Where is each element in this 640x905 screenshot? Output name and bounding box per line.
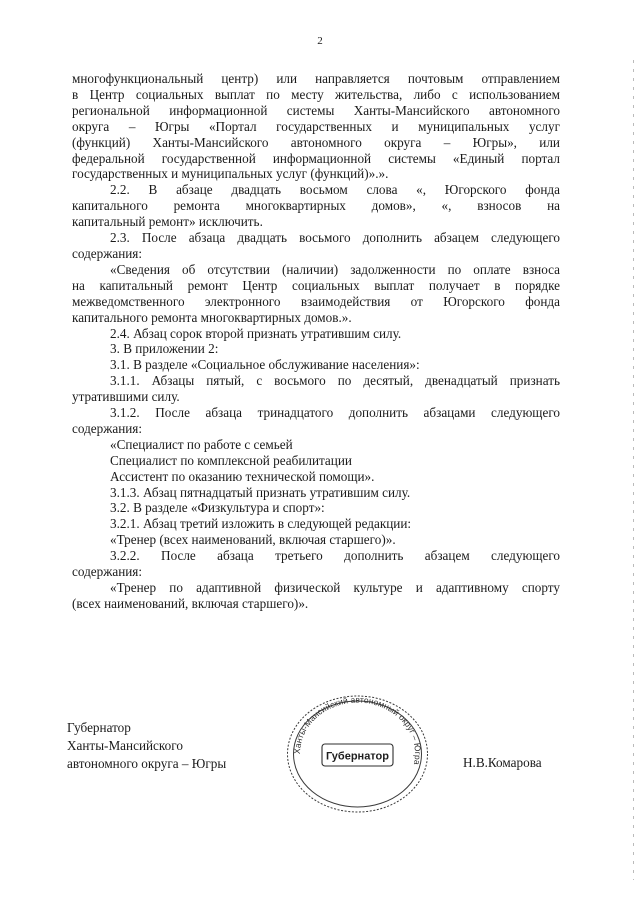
official-seal-stamp [285, 694, 430, 814]
seal-ring-text: Ханты-Мансийский автономный округ – Югра [291, 694, 424, 766]
document-body [72, 71, 560, 612]
paragraph [72, 485, 560, 501]
paragraph [72, 326, 560, 342]
paragraph-line: многофункциональный центр) или направляется почтовым отправлением [72, 71, 560, 86]
signature-title-line: Губернатор [67, 720, 131, 735]
paragraph [72, 580, 560, 612]
paragraph-line: 3.1.2. После абзаца тринадцатого дополнить абзацами следующего [110, 405, 560, 421]
paragraph-line: 3.2.2. После абзаца третьего дополнить абзацем следующего [110, 548, 560, 564]
paragraph-line: «Сведения об отсутствии (наличии) задолженности по оплате взноса [110, 261, 560, 277]
paragraph-line: (всех наименований, включая старшего)». [72, 595, 309, 611]
paragraph-line: капитальный ремонт» исключить. [72, 214, 263, 230]
paragraph [72, 230, 560, 262]
paragraph-line: в Центр социальных выплат по месту жительства, либо с использованием [72, 86, 560, 102]
paragraph [72, 182, 560, 230]
paragraph [72, 341, 560, 357]
paragraph [72, 373, 560, 405]
paragraph-line: 2.3. После абзаца двадцать восьмого дополнить абзацем следующего [110, 230, 560, 246]
paragraph [72, 500, 560, 516]
seal-center-text: Губернатор [325, 750, 390, 763]
paragraph [72, 548, 560, 580]
paragraph-line: 3.1. В разделе «Социальное обслуживание населения»: [110, 357, 420, 373]
paragraph [72, 357, 560, 373]
scan-edge-divider [633, 60, 634, 880]
paragraph-line: капитального ремонта многоквартирных домов.». [72, 309, 352, 325]
paragraph-line: на капитальный ремонт Центр социальных выплат получает в порядке [72, 277, 560, 293]
paragraph-line: содержания: [72, 245, 143, 261]
paragraph-line: Ассистент по оказанию технической помощи». [110, 468, 375, 484]
paragraph-line: 3. В приложении 2: [110, 341, 219, 357]
paragraph-line: капитального ремонта многоквартирных домов», «, взносов на [72, 198, 560, 214]
paragraph-line: «Тренер по адаптивной физической культуре и адаптивному спорту [110, 580, 560, 595]
paragraph [72, 532, 560, 548]
paragraph-line: утратившими силу. [72, 389, 180, 405]
signature-title-line: Ханты-Мансийского [67, 738, 183, 753]
paragraph [72, 405, 560, 437]
paragraph [72, 71, 560, 182]
signature-block [67, 719, 226, 773]
paragraph-line: Специалист по комплексной реабилитации [110, 452, 352, 468]
paragraph-line: 3.2. В разделе «Физкультура и спорт»: [110, 500, 325, 516]
paragraph-line: округа – Югры «Портал государственных и муниципальных услуг [72, 118, 560, 134]
signatory-name: Н.В.Комарова [463, 755, 542, 770]
paragraph-line: 3.1.3. Абзац пятнадцатый признать утратившим силу. [110, 484, 411, 500]
paragraph-line: 3.2.1. Абзац третий изложить в следующей редакции: [110, 516, 412, 532]
paragraph-line: 2.4. Абзац сорок второй признать утратившим силу. [110, 325, 402, 341]
paragraph-line: содержания: [72, 564, 143, 580]
paragraph-line: региональной информационной системы Ханты-Мансийского автономного [72, 102, 560, 118]
paragraph-line: федеральной государственной информационной системы «Единый портал [72, 150, 560, 166]
paragraph-line: содержания: [72, 420, 143, 436]
page-number: 2 [317, 35, 323, 47]
paragraph-line: межведомственного электронного взаимодействия от Югорского фонда [72, 293, 560, 309]
paragraph-line: «Тренер (всех наименований, включая старшего)». [110, 532, 396, 548]
paragraph [72, 516, 560, 532]
signature-title-line: автономного округа – Югры [67, 756, 227, 771]
paragraph-line: (функций) Ханты-Мансийского автономного округа – Югры», или [72, 134, 560, 150]
paragraph-line: «Специалист по работе с семьей [110, 436, 293, 452]
paragraph [72, 469, 560, 485]
paragraph-line: 2.2. В абзаце двадцать восьмом слова «, Югорского фонда [110, 182, 560, 198]
paragraph [72, 437, 560, 453]
paragraph-line: 3.1.1. Абзацы пятый, с восьмого по десятый, двенадцатый признать [110, 373, 560, 389]
paragraph-line: государственных и муниципальных услуг (функций)».». [72, 166, 389, 182]
paragraph [72, 453, 560, 469]
paragraph [72, 262, 560, 326]
